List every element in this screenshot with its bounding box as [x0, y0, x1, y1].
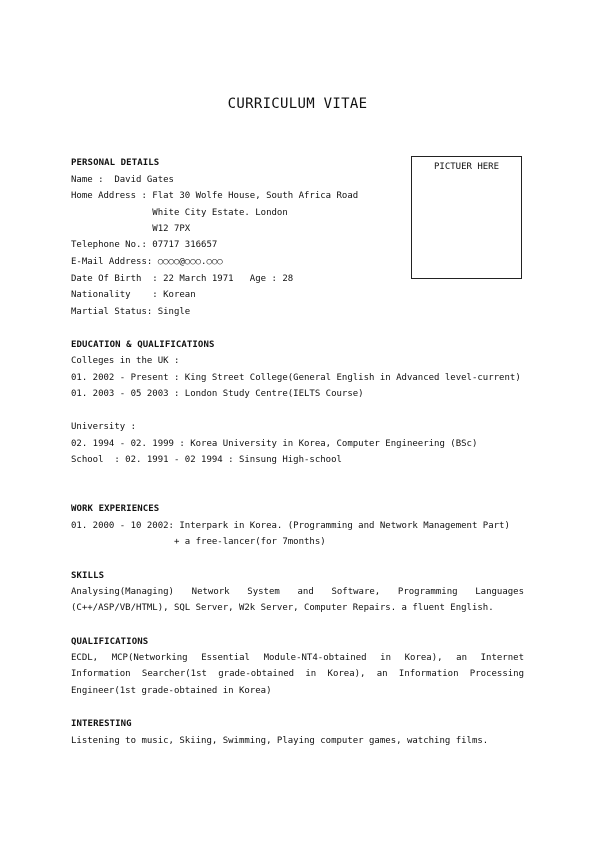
university-entry: 02. 1994 - 02. 1999 : Korea University in Korea, Computer Engineering (BSc): [71, 439, 478, 449]
college-entry-1: 01. 2002 - Present : King Street College(General English in Advanced level-current): [71, 373, 521, 383]
email-line: E-Mail Address: ○○○○@○○○.○○○: [71, 257, 223, 267]
photo-placeholder-box: [411, 156, 522, 279]
name-line: Name : David Gates: [71, 175, 174, 185]
skills-heading: SKILLS: [71, 571, 105, 581]
qualifications-heading: QUALIFICATIONS: [71, 637, 149, 647]
document-title: CURRICULUM VITAE: [227, 96, 368, 112]
marital-status-line: Martial Status: Single: [71, 307, 191, 317]
qualifications-line-3: Engineer(1st grade-obtained in Korea): [71, 686, 272, 696]
work-entry-line-1: 01. 2000 - 10 2002: Interpark in Korea. (Programming and Network Management Part): [71, 521, 510, 531]
school-entry: School : 02. 1991 - 02 1994 : Sinsung High-school: [71, 455, 342, 465]
address-line-2: White City Estate. London: [71, 208, 288, 218]
work-heading: WORK EXPERIENCES: [71, 504, 160, 514]
interesting-heading: INTERESTING: [71, 719, 132, 729]
skills-line-2: (C++/ASP/VB/HTML), SQL Server, W2k Server, Computer Repairs. a fluent English.: [71, 603, 494, 613]
college-entry-2: 01. 2003 - 05 2003 : London Study Centre(IELTS Course): [71, 389, 364, 399]
personal-details-heading: PERSONAL DETAILS: [71, 158, 160, 168]
education-heading: EDUCATION & QUALIFICATIONS: [71, 340, 215, 350]
date-of-birth-line: Date Of Birth : 22 March 1971 Age : 28: [71, 274, 294, 284]
interesting-line-1: Listening to music, Skiing, Swimming, Playing computer games, watching films.: [71, 736, 489, 746]
skills-line-1: Analysing(Managing) Network System and Software, Programming Languages: [71, 587, 524, 597]
address-line-1: Home Address : Flat 30 Wolfe House, South Africa Road: [71, 191, 359, 201]
address-line-3: W12 7PX: [71, 224, 191, 234]
qualifications-line-2: Information Searcher(1st grade-obtained in Korea), an Information Processing: [71, 669, 524, 679]
work-entry-line-2: + a free-lancer(for 7months): [71, 537, 326, 547]
university-label: University :: [71, 422, 137, 432]
nationality-line: Nationality : Korean: [71, 290, 196, 300]
telephone-line: Telephone No.: 07717 316657: [71, 240, 218, 250]
colleges-label: Colleges in the UK :: [71, 356, 180, 366]
photo-placeholder-label: PICTUER HERE: [433, 162, 500, 172]
qualifications-line-1: ECDL, MCP(Networking Essential Module-NT4-obtained in Korea), an Internet: [71, 653, 524, 663]
